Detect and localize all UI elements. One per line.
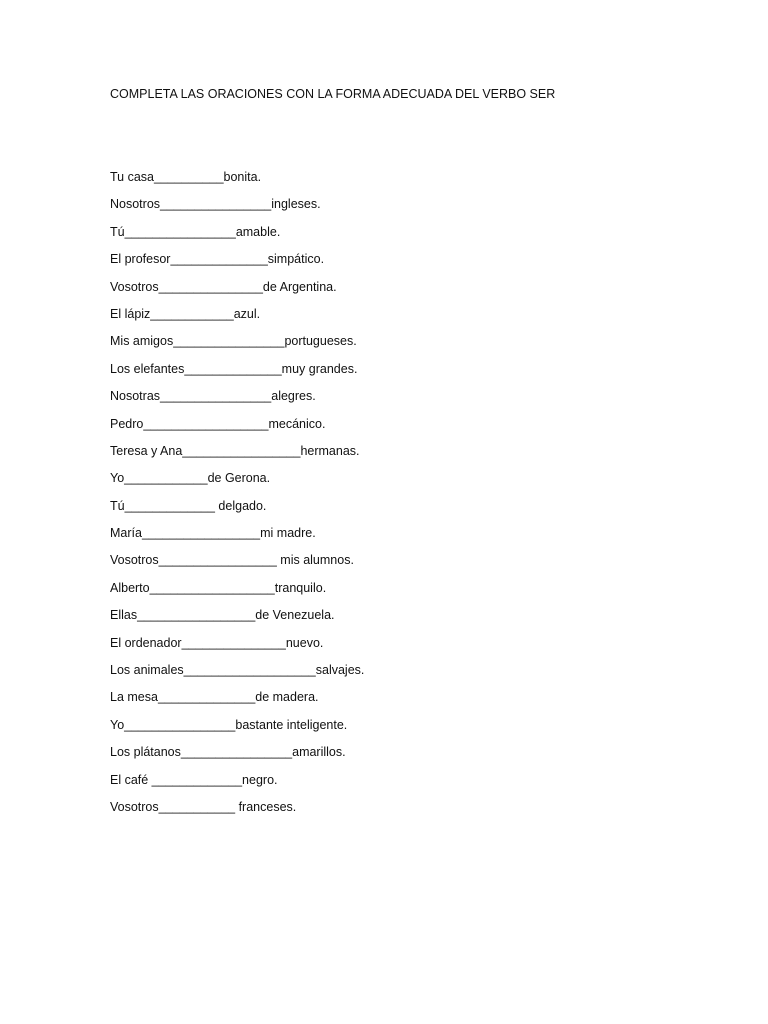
sentence-item: Los animales___________________salvajes.	[110, 663, 365, 678]
sentence-item: Alberto__________________tranquilo.	[110, 580, 327, 595]
sentence-item: Yo________________bastante inteligente.	[110, 717, 348, 732]
sentence-item: Tú________________amable.	[110, 224, 281, 239]
sentence-item: Ellas_________________de Venezuela.	[110, 608, 335, 623]
sentence-item: Tu casa__________bonita.	[110, 170, 262, 184]
sentence-item: El ordenador_______________nuevo.	[110, 635, 324, 650]
sentence-item: Los plátanos________________amarillos.	[110, 745, 346, 760]
sentence-item: Yo____________de Gerona.	[110, 471, 271, 486]
sentence-item: Nosotros________________ingleses.	[110, 197, 321, 212]
sentence-item: Vosotros_________________ mis alumnos.	[110, 553, 354, 568]
sentence-item: Teresa y Ana_________________hermanas.	[110, 443, 360, 458]
worksheet-title: COMPLETA LAS ORACIONES CON LA FORMA ADECUADA DEL VERBO SER	[110, 87, 556, 101]
sentence-item: María_________________mi madre.	[110, 526, 316, 541]
sentence-item: El profesor______________simpático.	[110, 252, 325, 267]
sentence-item: Mis amigos________________portugueses.	[110, 334, 357, 349]
sentence-item: El café _____________negro.	[110, 772, 278, 787]
sentence-item: Los elefantes______________muy grandes.	[110, 361, 358, 376]
sentence-item: Vosotros___________ franceses.	[110, 799, 297, 814]
sentence-item: Pedro__________________mecánico.	[110, 416, 326, 431]
sentence-item: La mesa______________de madera.	[110, 690, 319, 705]
sentence-item: El lápiz____________azul.	[110, 306, 261, 321]
sentence-item: Vosotros_______________de Argentina.	[110, 279, 337, 294]
sentence-list	[110, 168, 364, 825]
sentence-item: Nosotras________________alegres.	[110, 389, 316, 404]
sentence-item: Tú_____________ delgado.	[110, 498, 267, 513]
